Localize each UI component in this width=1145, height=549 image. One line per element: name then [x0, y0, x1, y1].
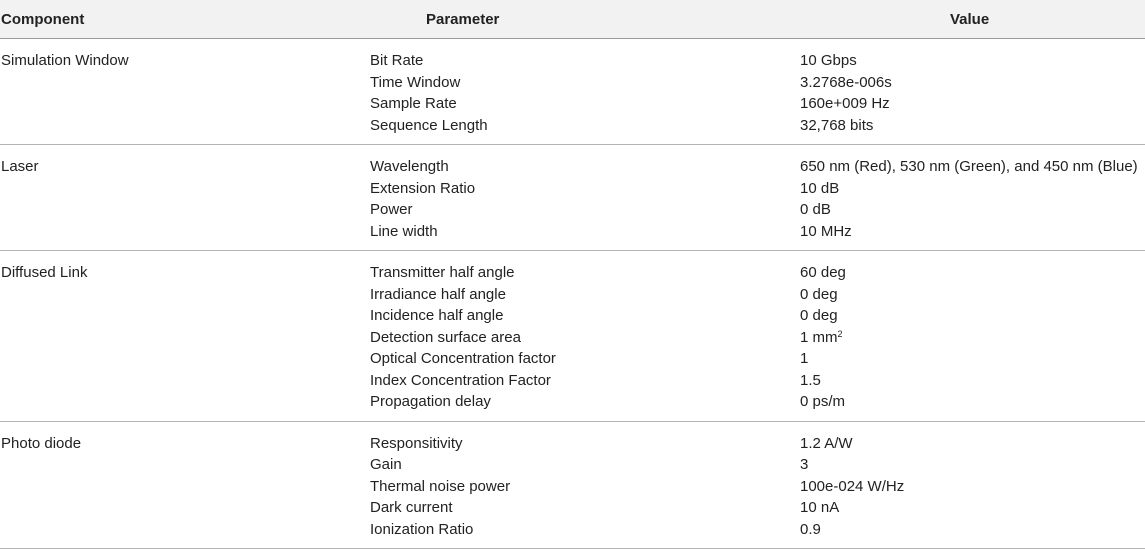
parameter-cell [370, 421, 800, 549]
parameter-value: 1 [800, 350, 809, 367]
parameter-value: 0 deg [800, 307, 838, 324]
parameter-value: 60 deg [800, 264, 846, 281]
parameter-value: 10 dB [800, 179, 840, 197]
group-row [0, 421, 1145, 549]
parameter-value: 0 deg [800, 285, 838, 303]
parameter-name: Transmitter half angle [370, 264, 515, 281]
parameter-name: Line width [370, 222, 438, 240]
parameter-value: 160e+009 Hz [800, 95, 890, 112]
value-cell [800, 39, 1145, 145]
parameter-name: Sample Rate [370, 95, 457, 112]
component-cell [0, 39, 370, 145]
parameter-name: Irradiance half angle [370, 285, 506, 303]
parameter-value: 0 dB [800, 201, 831, 218]
parameter-name: Time Window [370, 73, 461, 91]
component-cell [0, 421, 370, 549]
header-component: Component [0, 0, 370, 39]
value-cell [800, 145, 1145, 251]
group-row [0, 39, 1145, 145]
group-laser [0, 145, 1145, 251]
component-cell [0, 251, 370, 422]
component-name: Photo diode [1, 434, 82, 452]
value-cell [800, 421, 1145, 549]
parameter-name: Extension Ratio [370, 179, 476, 197]
parameter-value: 3.2768e-006s [800, 73, 892, 91]
component-cell [0, 145, 370, 251]
parameter-value: 10 nA [800, 499, 840, 516]
parameter-name: Bit Rate [370, 52, 424, 69]
parameter-value: 0.9 [800, 520, 821, 538]
parameter-name: Dark current [370, 499, 453, 516]
parameter-name: Power [370, 201, 413, 218]
parameter-cell [370, 251, 800, 422]
parameter-name: Detection surface area [370, 328, 521, 346]
parameter-value: 1 mm [800, 328, 838, 346]
parameter-value: 10 MHz [800, 222, 852, 240]
group-simulation-window [0, 39, 1145, 145]
header-row [0, 0, 1145, 39]
parameter-name: Gain [370, 456, 402, 473]
parameter-value: 100e-024 W/Hz [800, 477, 905, 495]
value-cell [800, 251, 1145, 422]
group-row [0, 251, 1145, 422]
parameter-name: Thermal noise power [370, 477, 511, 495]
parameter-value: 10 Gbps [800, 52, 857, 69]
group-diffused-link [0, 251, 1145, 422]
parameter-value-with-superscript [800, 327, 1145, 349]
parameter-cell [370, 145, 800, 251]
parameter-name: Responsitivity [370, 434, 463, 452]
parameter-value: 3 [800, 456, 809, 473]
group-photo-diode [0, 421, 1145, 549]
parameter-value: 1.5 [800, 371, 821, 389]
group-row [0, 145, 1145, 251]
parameter-name: Wavelength [370, 158, 449, 175]
parameter-name: Index Concentration Factor [370, 371, 551, 389]
parameter-value: 0 ps/m [800, 393, 846, 410]
parameter-name: Incidence half angle [370, 307, 504, 324]
parameter-name: Propagation delay [370, 393, 491, 410]
component-name: Diffused Link [1, 264, 88, 281]
header-parameter: Parameter [370, 0, 800, 39]
parameter-name: Ionization Ratio [370, 520, 474, 538]
parameter-name: Optical Concentration factor [370, 350, 556, 367]
component-name: Simulation Window [1, 52, 129, 69]
parameter-value: 32,768 bits [800, 116, 874, 134]
parameter-value: 1.2 A/W [800, 434, 853, 452]
parameter-value: 650 nm (Red), 530 nm (Green), and 450 nm (Blue) [800, 158, 1138, 175]
parameter-cell [370, 39, 800, 145]
parameter-name: Sequence Length [370, 116, 488, 134]
component-name: Laser [1, 158, 39, 175]
header-value: Value [800, 0, 1145, 39]
value-superscript: 2 [837, 328, 843, 339]
table-header [0, 0, 1145, 39]
